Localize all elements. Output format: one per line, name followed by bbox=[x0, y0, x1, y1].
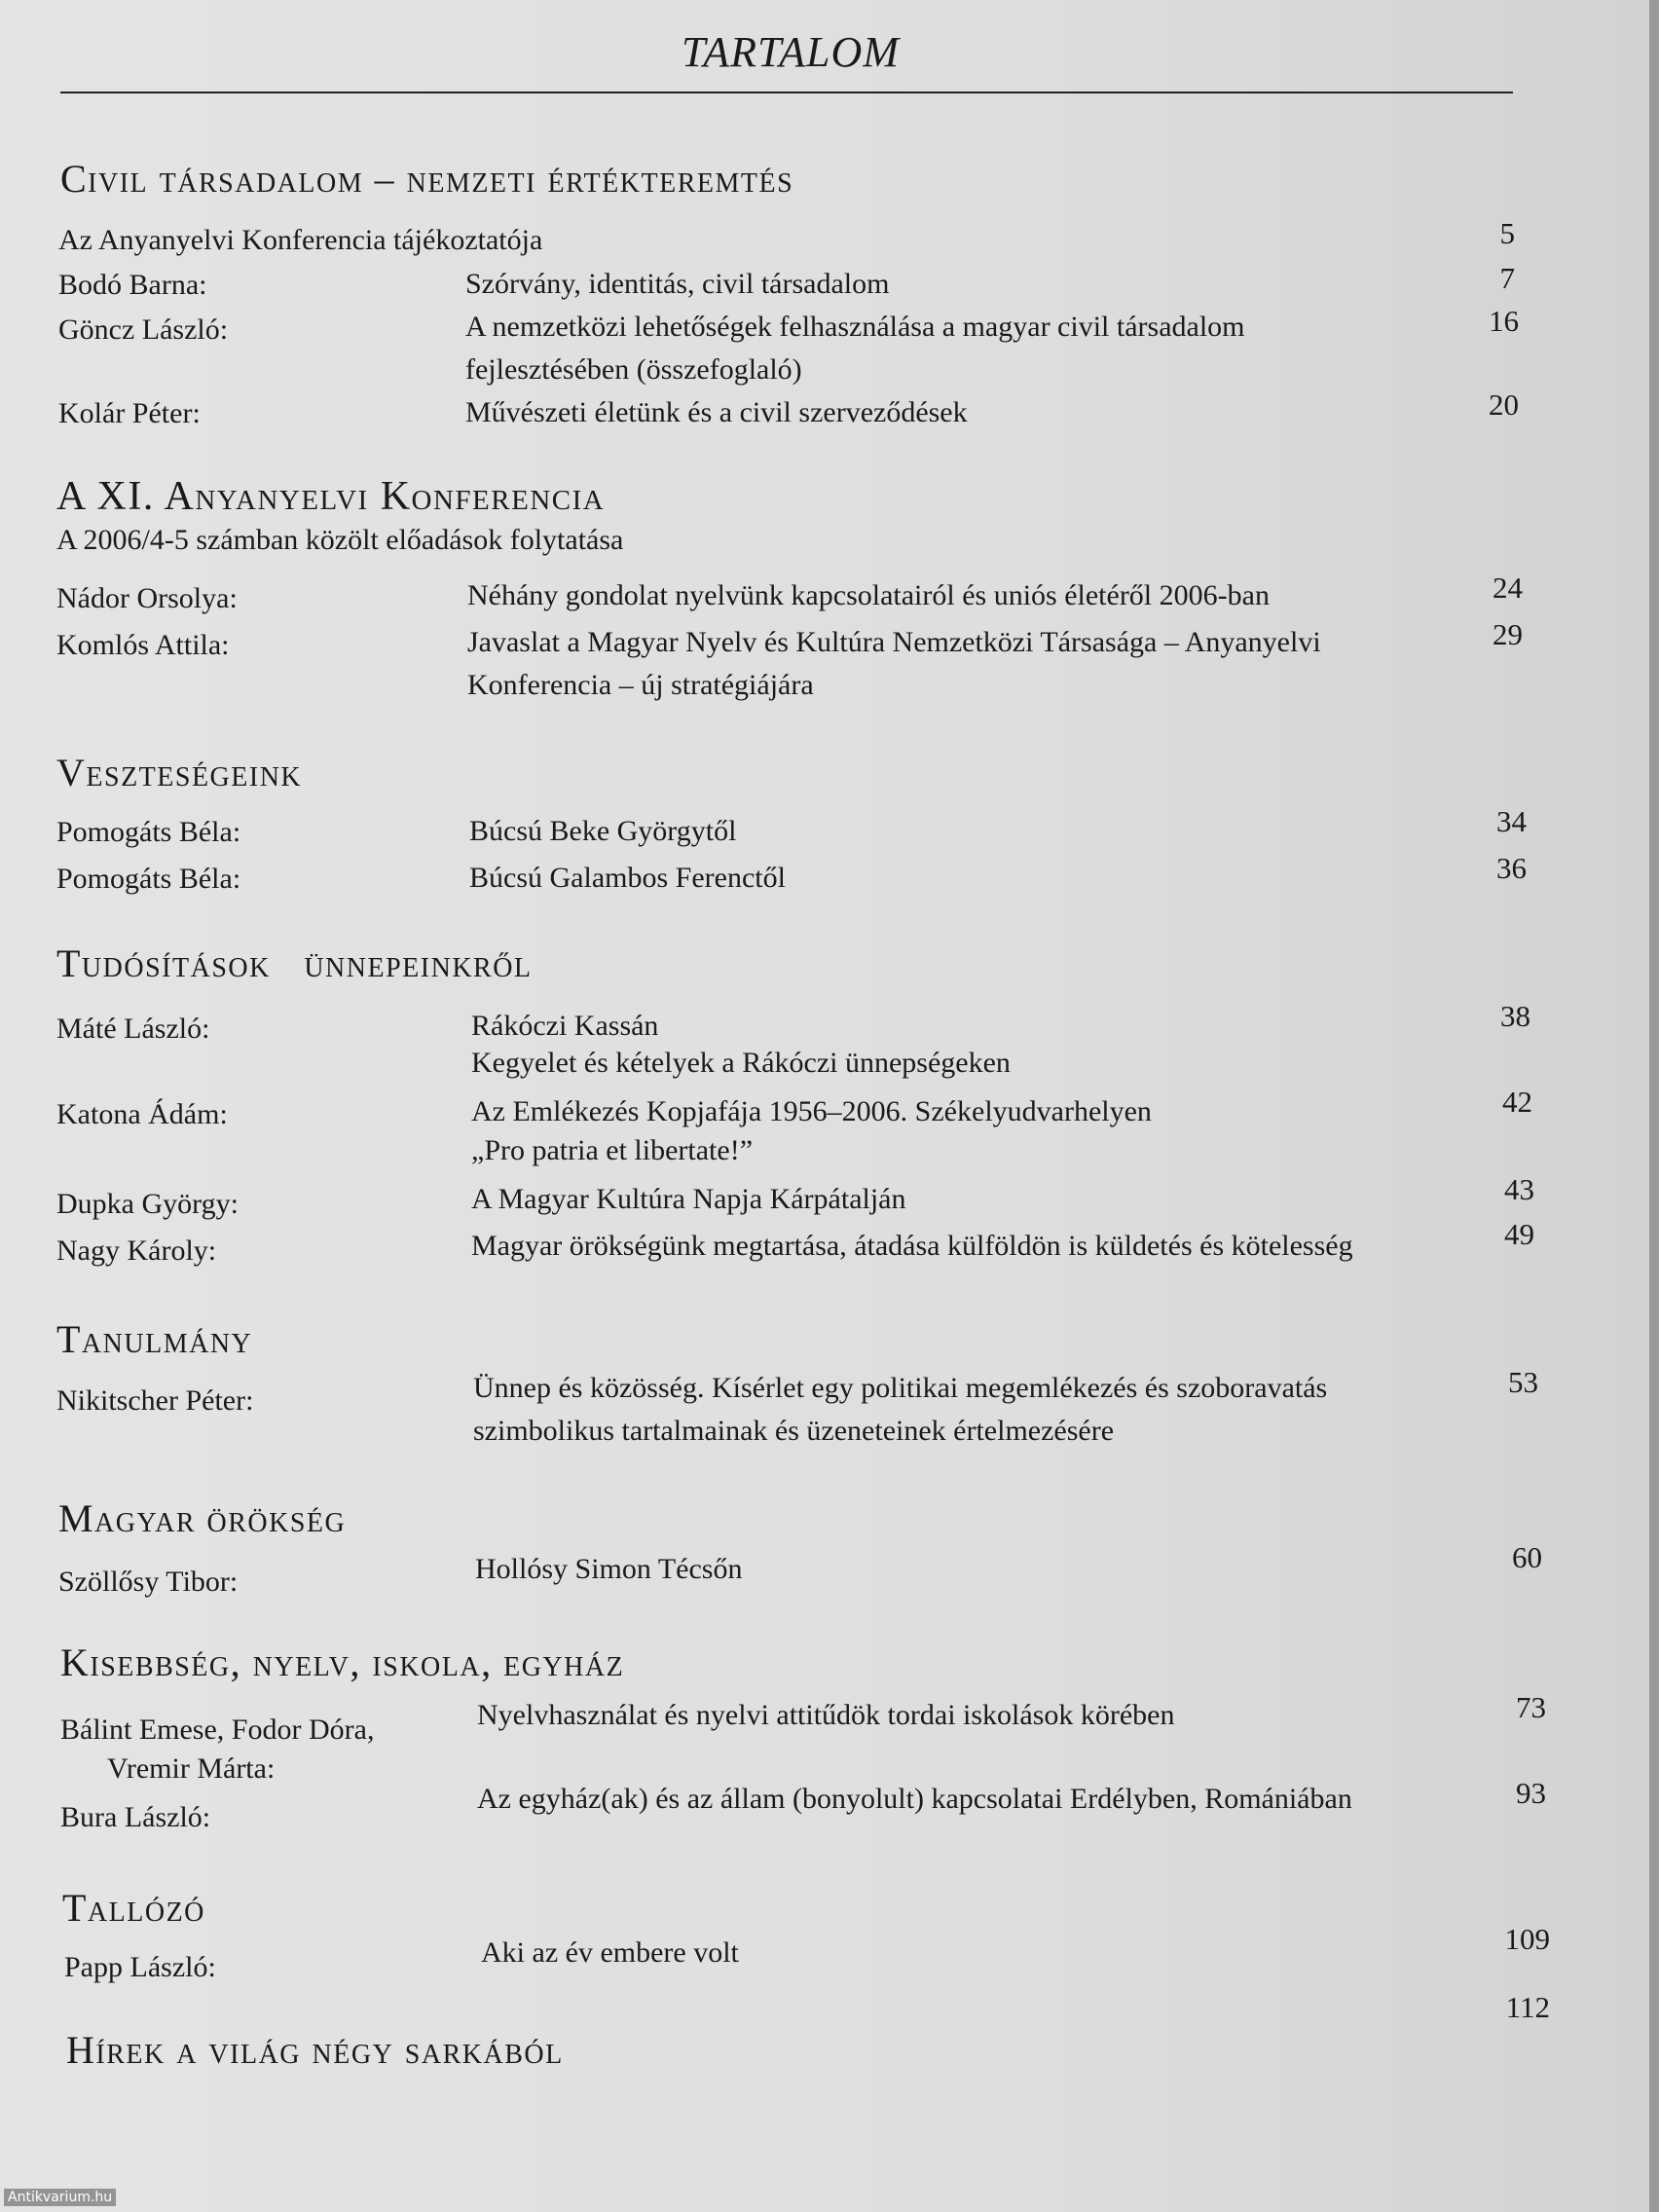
toc-title-line: Kegyelet és kételyek a Rákóczi ünnepségeken bbox=[471, 1047, 1011, 1079]
toc-author: Nikitscher Péter: bbox=[56, 1384, 254, 1417]
toc-page-number: 93 bbox=[1516, 1776, 1546, 1810]
toc-author: Dupka György: bbox=[56, 1188, 239, 1220]
toc-author: Bodó Barna: bbox=[58, 269, 207, 301]
toc-title: Búcsú Galambos Ferenctől bbox=[469, 862, 786, 894]
toc-page-number: 73 bbox=[1516, 1690, 1546, 1724]
toc-page-number: 20 bbox=[1489, 387, 1519, 422]
toc-author: Az Anyanyelvi Konferencia tájékoztatója bbox=[58, 224, 543, 256]
section-heading: Tudósítások ünnepeinkről bbox=[56, 941, 533, 985]
toc-title: Nyelvhasználat és nyelvi attitűdök tordai iskolások körében bbox=[477, 1699, 1175, 1731]
toc-page-number: 34 bbox=[1496, 804, 1527, 838]
section-heading: Kisebbség, nyelv, iskola, egyház bbox=[60, 1641, 625, 1684]
toc-page-number: 36 bbox=[1496, 851, 1527, 885]
toc-author-line: Vremir Márta: bbox=[107, 1752, 276, 1785]
toc-title-line: „Pro patria et libertate!” bbox=[471, 1134, 754, 1166]
toc-author: Nagy Károly: bbox=[56, 1235, 217, 1267]
section-heading: Magyar örökség bbox=[58, 1496, 347, 1540]
toc-page-number: 5 bbox=[1499, 216, 1515, 250]
toc-page-number: 16 bbox=[1489, 304, 1519, 338]
toc-author: Göncz László: bbox=[58, 313, 229, 346]
toc-title: Szórvány, identitás, civil társadalom bbox=[465, 268, 890, 300]
section-heading: Tanulmány bbox=[56, 1317, 253, 1361]
toc-author: Bura László: bbox=[60, 1801, 211, 1833]
toc-page-number: 7 bbox=[1499, 261, 1515, 295]
toc-page-number: 38 bbox=[1500, 999, 1530, 1033]
toc-title: Rákóczi Kassán bbox=[471, 1010, 659, 1042]
toc-title: Búcsú Beke Györgytől bbox=[469, 815, 737, 847]
toc-title: Az egyház(ak) és az állam (bonyolult) kapcsolatai Erdélyben, Romániában bbox=[477, 1783, 1352, 1815]
toc-author: Szöllősy Tibor: bbox=[58, 1566, 239, 1598]
toc-author: Kolár Péter: bbox=[58, 397, 201, 429]
toc-page-number: 112 bbox=[1505, 1990, 1550, 2024]
toc-title: A nemzetközi lehetőségek felhasználása a magyar civil társadalom fejlesztésében (összefoglaló) bbox=[465, 311, 1245, 386]
section-heading: Civil társadalom – nemzeti értékteremtés bbox=[60, 157, 794, 201]
toc-page-number: 53 bbox=[1508, 1365, 1538, 1399]
toc-page-number: 43 bbox=[1504, 1172, 1534, 1206]
toc-title: A Magyar Kultúra Napja Kárpátalján bbox=[471, 1183, 906, 1215]
toc-page-number: 42 bbox=[1502, 1085, 1532, 1119]
section-subheading: A 2006/4-5 számban közölt előadások folytatása bbox=[56, 524, 624, 556]
toc-title: Az Emlékezés Kopjafája 1956–2006. Székelyudvarhelyen bbox=[471, 1095, 1152, 1127]
toc-title: Magyar örökségünk megtartása, átadása külföldön is küldetés és kötelesség bbox=[471, 1230, 1353, 1262]
toc-page-number: 109 bbox=[1504, 1922, 1550, 1956]
watermark: Antikvarium.hu bbox=[4, 2189, 116, 2206]
section-heading: Hírek a világ négy sarkából bbox=[66, 2028, 564, 2072]
toc-author: Bálint Emese, Fodor Dóra, bbox=[60, 1714, 375, 1746]
toc-author: Papp László: bbox=[64, 1951, 216, 1983]
page-title: TARTALOM bbox=[682, 28, 900, 76]
toc-page-number: 60 bbox=[1512, 1540, 1542, 1574]
toc-title: Aki az év embere volt bbox=[481, 1936, 739, 1969]
toc-author: Máté László: bbox=[56, 1013, 210, 1045]
toc-title: Ünnep és közösség. Kísérlet egy politikai megemlékezés és szoboravatás szimbolikus tartalmainak és üzeneteinek értelmezésére bbox=[473, 1372, 1328, 1447]
toc-page-number: 24 bbox=[1493, 571, 1523, 605]
toc-author: Katona Ádám: bbox=[56, 1098, 228, 1130]
toc-author: Nádor Orsolya: bbox=[56, 582, 238, 614]
book-spine bbox=[1649, 0, 1659, 2212]
toc-page-number: 49 bbox=[1504, 1217, 1534, 1251]
toc-page-number: 29 bbox=[1493, 617, 1523, 651]
toc-title: Néhány gondolat nyelvünk kapcsolatairól és uniós életéről 2006-ban bbox=[467, 579, 1270, 611]
section-heading: Tallózó bbox=[62, 1886, 205, 1930]
toc-author: Komlós Attila: bbox=[56, 629, 230, 661]
section-heading: Veszteségeink bbox=[56, 751, 303, 794]
toc-author: Pomogáts Béla: bbox=[56, 816, 241, 848]
toc-title: Művészeti életünk és a civil szerveződések bbox=[465, 396, 968, 428]
section-heading: A XI. Anyanyelvi Konferencia bbox=[56, 474, 606, 519]
toc-title: Hollósy Simon Técsőn bbox=[475, 1553, 743, 1585]
toc-author: Pomogáts Béla: bbox=[56, 863, 241, 895]
toc-title: Javaslat a Magyar Nyelv és Kultúra Nemzetközi Társasága – Anyanyelvi Konferencia – új stratégiájára bbox=[467, 626, 1321, 701]
header-rule bbox=[60, 92, 1513, 93]
